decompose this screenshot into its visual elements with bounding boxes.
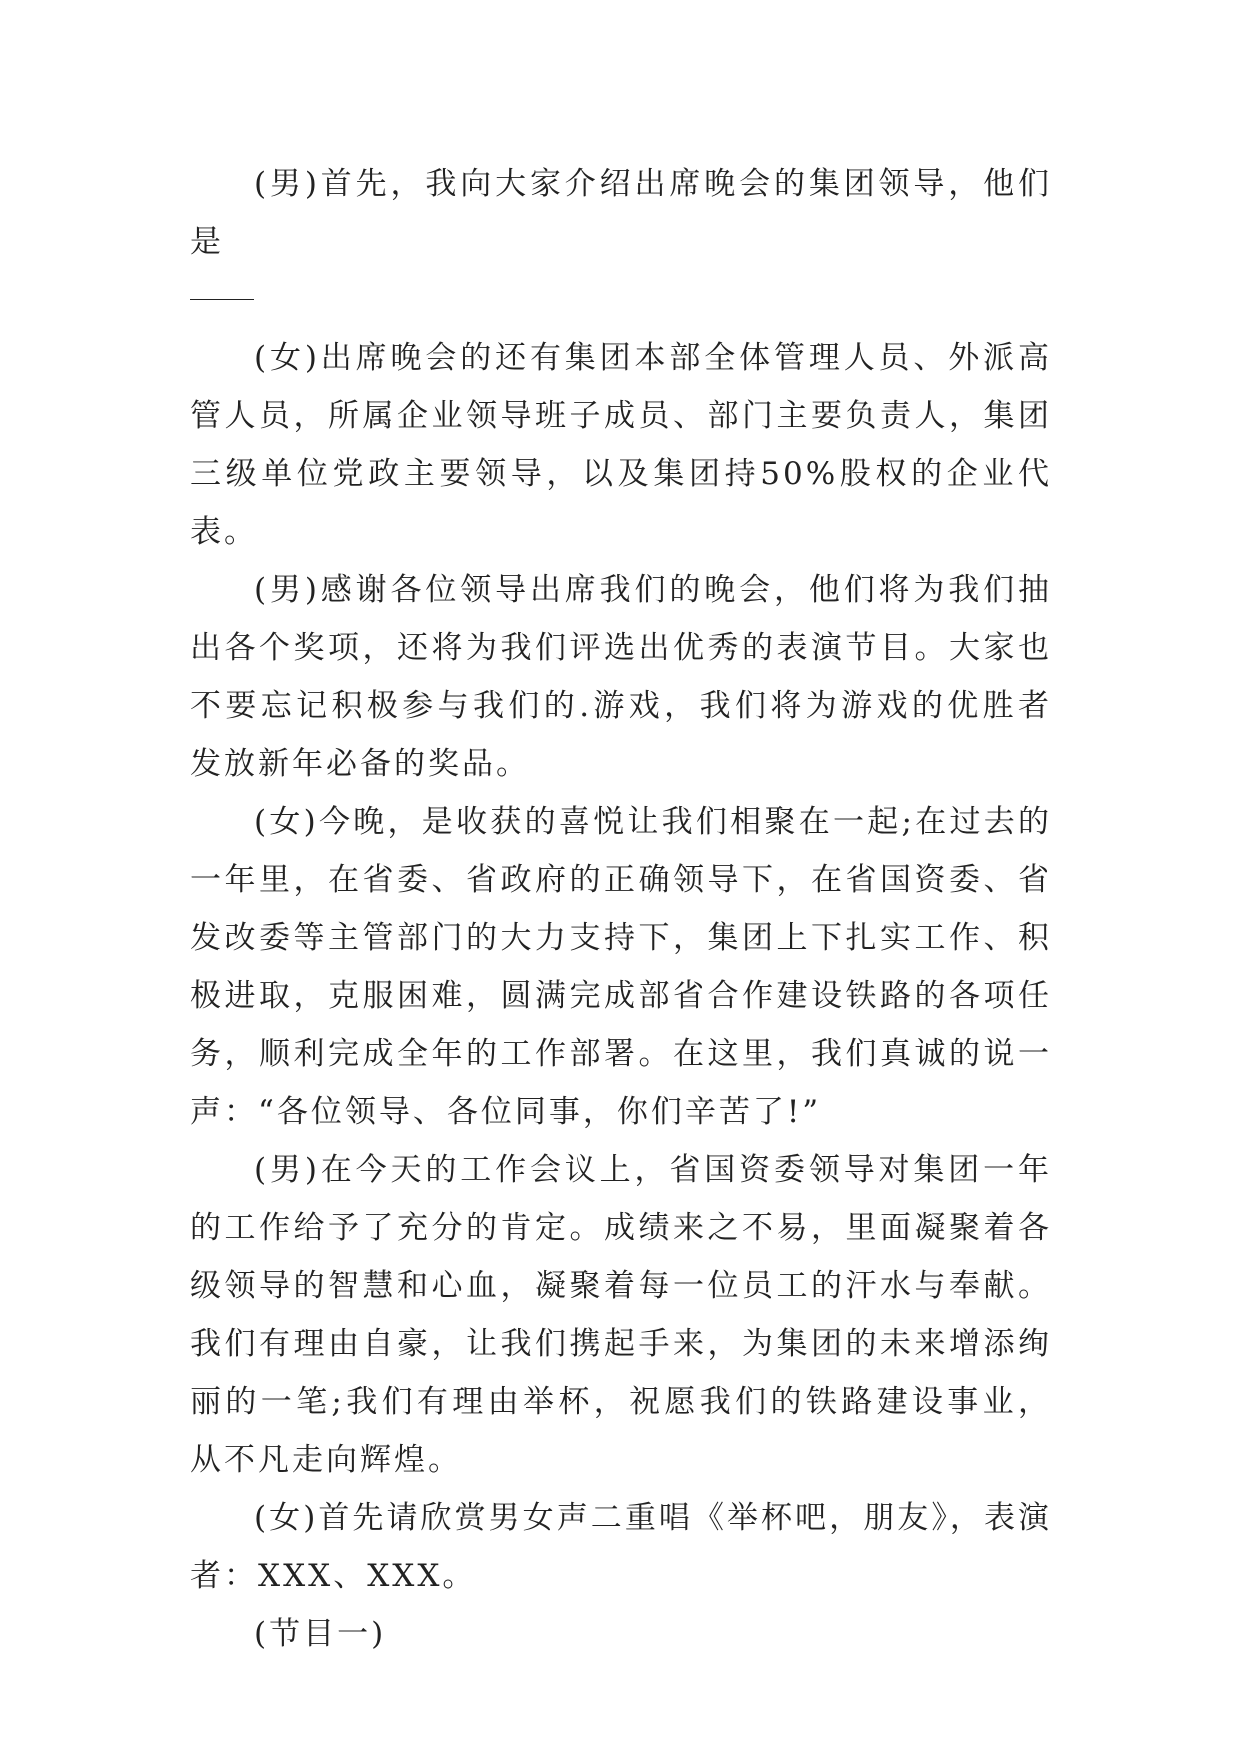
paragraph-3: (男)感谢各位领导出席我们的晚会，他们将为我们抽出各个奖项，还将为我们评选出优秀的表演节目。大家也不要忘记积极参与我们的.游戏，我们将为游戏的优胜者发放新年必备的奖品。 <box>190 572 1052 782</box>
dash-rule <box>190 299 254 300</box>
paragraph-2: (女)出席晚会的还有集团本部全体管理人员、外派高管人员，所属企业领导班子成员、部门主要负责人，集团三级单位党政主要领导，以及集团持50%股权的企业代表。 <box>190 340 1052 550</box>
document-body <box>190 155 1052 1663</box>
paragraph-6: (女)首先请欣赏男女声二重唱《举杯吧，朋友》，表演者：XXX、XXX。 <box>190 1500 1052 1594</box>
em-dash-continuation <box>190 271 1052 329</box>
paragraph-4: (女)今晚，是收获的喜悦让我们相聚在一起;在过去的一年里，在省委、省政府的正确领导下，在省国资委、省发改委等主管部门的大力支持下，集团上下扎实工作、积极进取，克服困难，圆满完成部省合作建设铁路的各项任务，顺利完成全年的工作部署。在这里，我们真诚的说一声：“各位领导、各位同事，你们辛苦了!” <box>190 804 1052 1130</box>
paragraph-7: (节目一) <box>254 1616 387 1652</box>
paragraph-1: (男)首先，我向大家介绍出席晚会的集团领导，他们是 <box>190 166 1052 260</box>
paragraph-5: (男)在今天的工作会议上，省国资委领导对集团一年的工作给予了充分的肯定。成绩来之不易，里面凝聚着各级领导的智慧和心血，凝聚着每一位员工的汗水与奉献。我们有理由自豪，让我们携起手来，为集团的未来增添绚丽的一笔;我们有理由举杯，祝愿我们的铁路建设事业，从不凡走向辉煌。 <box>190 1152 1052 1478</box>
